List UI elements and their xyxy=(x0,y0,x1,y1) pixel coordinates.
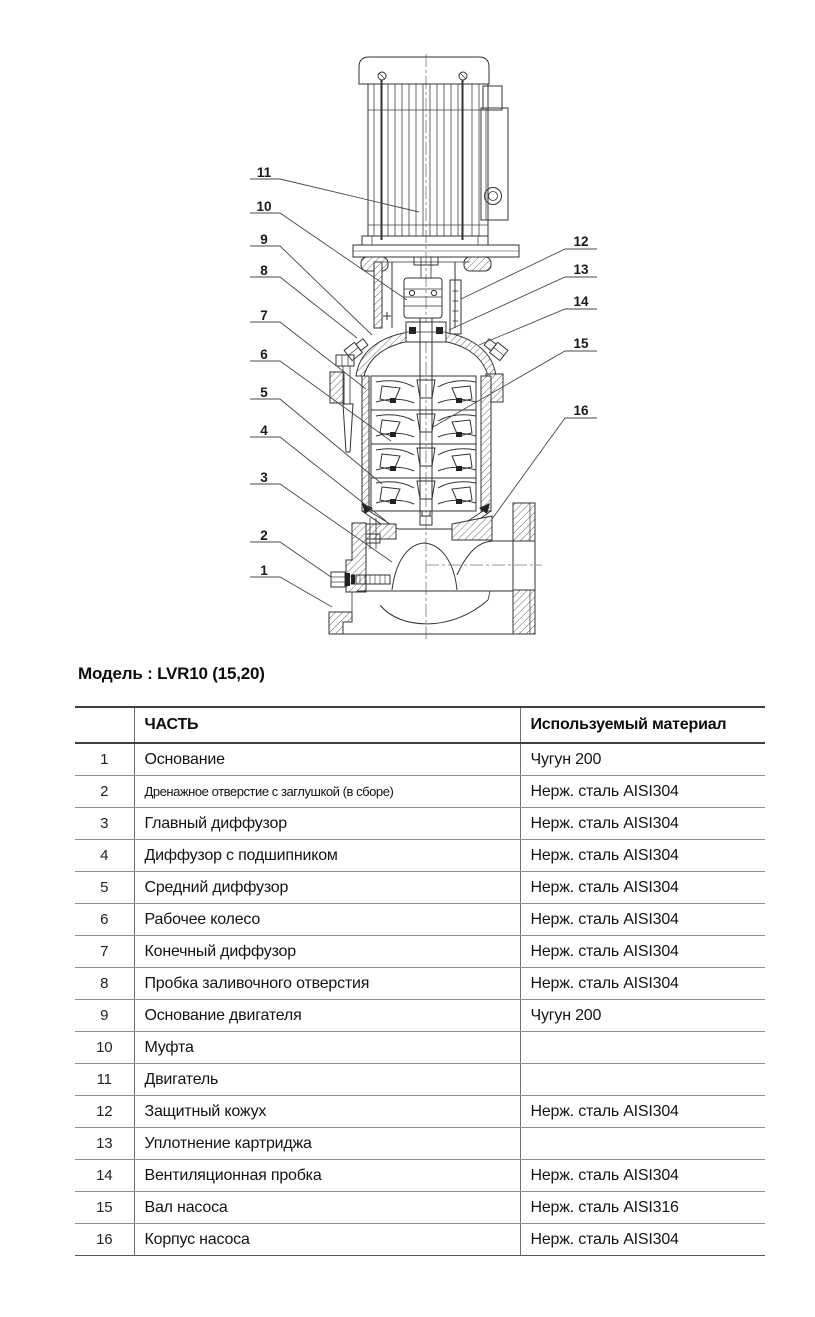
part-number: 3 xyxy=(75,808,134,840)
part-name: Двигатель xyxy=(134,1064,520,1096)
part-name: Корпус насоса xyxy=(134,1224,520,1256)
callout-9: 9 xyxy=(260,232,268,247)
part-material: Нерж. сталь AISI304 xyxy=(520,936,765,968)
coupling xyxy=(404,257,442,318)
part-material: Нерж. сталь AISI304 xyxy=(520,808,765,840)
callout-15: 15 xyxy=(573,336,589,351)
part-material xyxy=(520,1064,765,1096)
part-material: Чугун 200 xyxy=(520,743,765,776)
callout-16: 16 xyxy=(573,403,589,418)
part-number: 15 xyxy=(75,1192,134,1224)
center-mark xyxy=(383,312,391,320)
part-number: 9 xyxy=(75,1000,134,1032)
parts-table-header xyxy=(75,707,765,743)
callout-13: 13 xyxy=(573,262,589,277)
table-row xyxy=(75,840,765,872)
part-material xyxy=(520,1128,765,1160)
part-number: 4 xyxy=(75,840,134,872)
table-row xyxy=(75,1032,765,1064)
part-material: Нерж. сталь AISI304 xyxy=(520,1160,765,1192)
part-number: 6 xyxy=(75,904,134,936)
callout-8: 8 xyxy=(260,263,268,278)
table-row xyxy=(75,743,765,776)
table-row xyxy=(75,808,765,840)
impeller-stages xyxy=(376,380,476,504)
part-material: Чугун 200 xyxy=(520,1000,765,1032)
part-number: 11 xyxy=(75,1064,134,1096)
callout-6: 6 xyxy=(260,347,268,362)
part-name: Дренажное отверстие с заглушкой (в сборе) xyxy=(134,776,520,808)
table-row xyxy=(75,1224,765,1256)
part-name: Рабочее колесо xyxy=(134,904,520,936)
table-row xyxy=(75,904,765,936)
part-material: Нерж. сталь AISI304 xyxy=(520,1224,765,1256)
part-material: Нерж. сталь AISI304 xyxy=(520,776,765,808)
table-row xyxy=(75,1128,765,1160)
callout-12: 12 xyxy=(573,234,589,249)
part-number: 12 xyxy=(75,1096,134,1128)
pump-base xyxy=(329,503,542,634)
cartridge-seal xyxy=(406,322,446,342)
part-number: 7 xyxy=(75,936,134,968)
callout-2: 2 xyxy=(260,528,268,543)
part-name: Вентиляционная пробка xyxy=(134,1160,520,1192)
part-material: Нерж. сталь AISI304 xyxy=(520,840,765,872)
header-number-cell xyxy=(75,707,134,743)
part-name: Вал насоса xyxy=(134,1192,520,1224)
model-title: Модель : LVR10 (15,20) xyxy=(78,664,265,683)
part-name: Основание двигателя xyxy=(134,1000,520,1032)
motor xyxy=(359,57,508,245)
part-material: Нерж. сталь AISI304 xyxy=(520,872,765,904)
part-number: 2 xyxy=(75,776,134,808)
callout-10: 10 xyxy=(256,199,272,214)
part-number: 14 xyxy=(75,1160,134,1192)
callout-4: 4 xyxy=(260,423,268,438)
part-name: Диффузор с подшипником xyxy=(134,840,520,872)
part-material: Нерж. сталь AISI304 xyxy=(520,968,765,1000)
part-name: Средний диффузор xyxy=(134,872,520,904)
table-row xyxy=(75,872,765,904)
part-number: 1 xyxy=(75,743,134,776)
table-row xyxy=(75,1064,765,1096)
part-number: 10 xyxy=(75,1032,134,1064)
parts-table xyxy=(75,706,765,1256)
callout-11: 11 xyxy=(256,165,272,180)
callout-14: 14 xyxy=(573,294,589,309)
part-material xyxy=(520,1032,765,1064)
part-material: Нерж. сталь AISI304 xyxy=(520,1096,765,1128)
terminal-box xyxy=(481,86,508,220)
table-row xyxy=(75,1160,765,1192)
callout-1: 1 xyxy=(260,563,268,578)
table-row xyxy=(75,1096,765,1128)
parts-table-body xyxy=(75,743,765,1256)
table-row xyxy=(75,1000,765,1032)
part-name: Основание xyxy=(134,743,520,776)
part-material: Нерж. сталь AISI304 xyxy=(520,904,765,936)
part-number: 13 xyxy=(75,1128,134,1160)
part-name: Пробка заливочного отверстия xyxy=(134,968,520,1000)
callout-5: 5 xyxy=(260,385,268,400)
part-material: Нерж. сталь AISI316 xyxy=(520,1192,765,1224)
pump-drawing xyxy=(250,54,597,640)
part-number: 16 xyxy=(75,1224,134,1256)
callout-3: 3 xyxy=(260,470,268,485)
header-part-cell: ЧАСТЬ xyxy=(134,707,520,743)
part-name: Конечный диффузор xyxy=(134,936,520,968)
part-name: Главный диффузор xyxy=(134,808,520,840)
part-name: Уплотнение картриджа xyxy=(134,1128,520,1160)
table-row xyxy=(75,968,765,1000)
table-row xyxy=(75,936,765,968)
header-material-cell: Используемый материал xyxy=(520,707,765,743)
part-number: 5 xyxy=(75,872,134,904)
table-row xyxy=(75,776,765,808)
table-row xyxy=(75,1192,765,1224)
callout-7: 7 xyxy=(260,308,268,323)
part-number: 8 xyxy=(75,968,134,1000)
part-name: Защитный кожух xyxy=(134,1096,520,1128)
discharge-flange xyxy=(513,503,535,634)
part-name: Муфта xyxy=(134,1032,520,1064)
